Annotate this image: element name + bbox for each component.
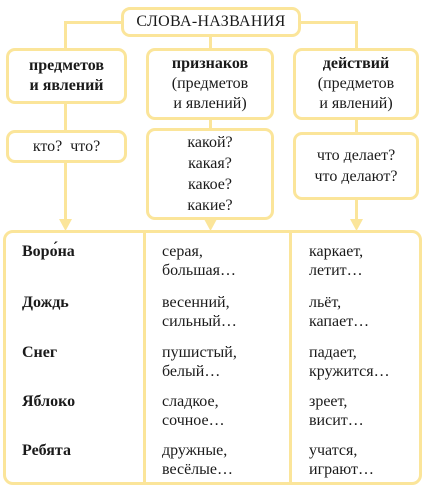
questions-attributes: какой? какая? какое? какие? xyxy=(146,128,274,220)
table-cell-action: каркает, летит… xyxy=(309,243,364,279)
table-cell-attr: дружные, весёлые… xyxy=(162,442,233,478)
table-cell-action: учатся, играют… xyxy=(309,442,374,478)
heading-attributes: признаков (предметов и явлений) xyxy=(146,48,274,120)
table-cell-noun: Воро́на xyxy=(22,243,75,260)
heading-objects: предметов и явлений xyxy=(6,48,127,104)
diagram-title: СЛОВА-НАЗВАНИЯ xyxy=(121,7,301,37)
column-divider xyxy=(289,233,292,482)
table-cell-attr: серая, большая… xyxy=(162,243,236,279)
table-cell-noun: Дождь xyxy=(22,294,69,311)
table-cell-attr: весенний, сильный… xyxy=(162,294,237,330)
table-cell-noun: Снег xyxy=(22,344,58,361)
table-cell-action: зреет, висит… xyxy=(309,393,364,429)
examples-table xyxy=(3,230,422,485)
table-cell-action: падает, кружится… xyxy=(309,344,390,380)
heading-actions: действий (предметов и явлений) xyxy=(293,48,419,120)
table-cell-attr: пушистый, белый… xyxy=(162,344,237,380)
table-cell-noun: Ребята xyxy=(22,442,71,459)
questions-actions: что делает? что делают? xyxy=(293,132,419,200)
table-cell-attr: сладкое, сочное… xyxy=(162,393,225,429)
table-cell-action: льёт, капает… xyxy=(309,294,370,330)
column-divider xyxy=(143,233,146,482)
questions-objects: кто? что? xyxy=(6,130,127,163)
table-cell-noun: Яблоко xyxy=(22,393,76,410)
